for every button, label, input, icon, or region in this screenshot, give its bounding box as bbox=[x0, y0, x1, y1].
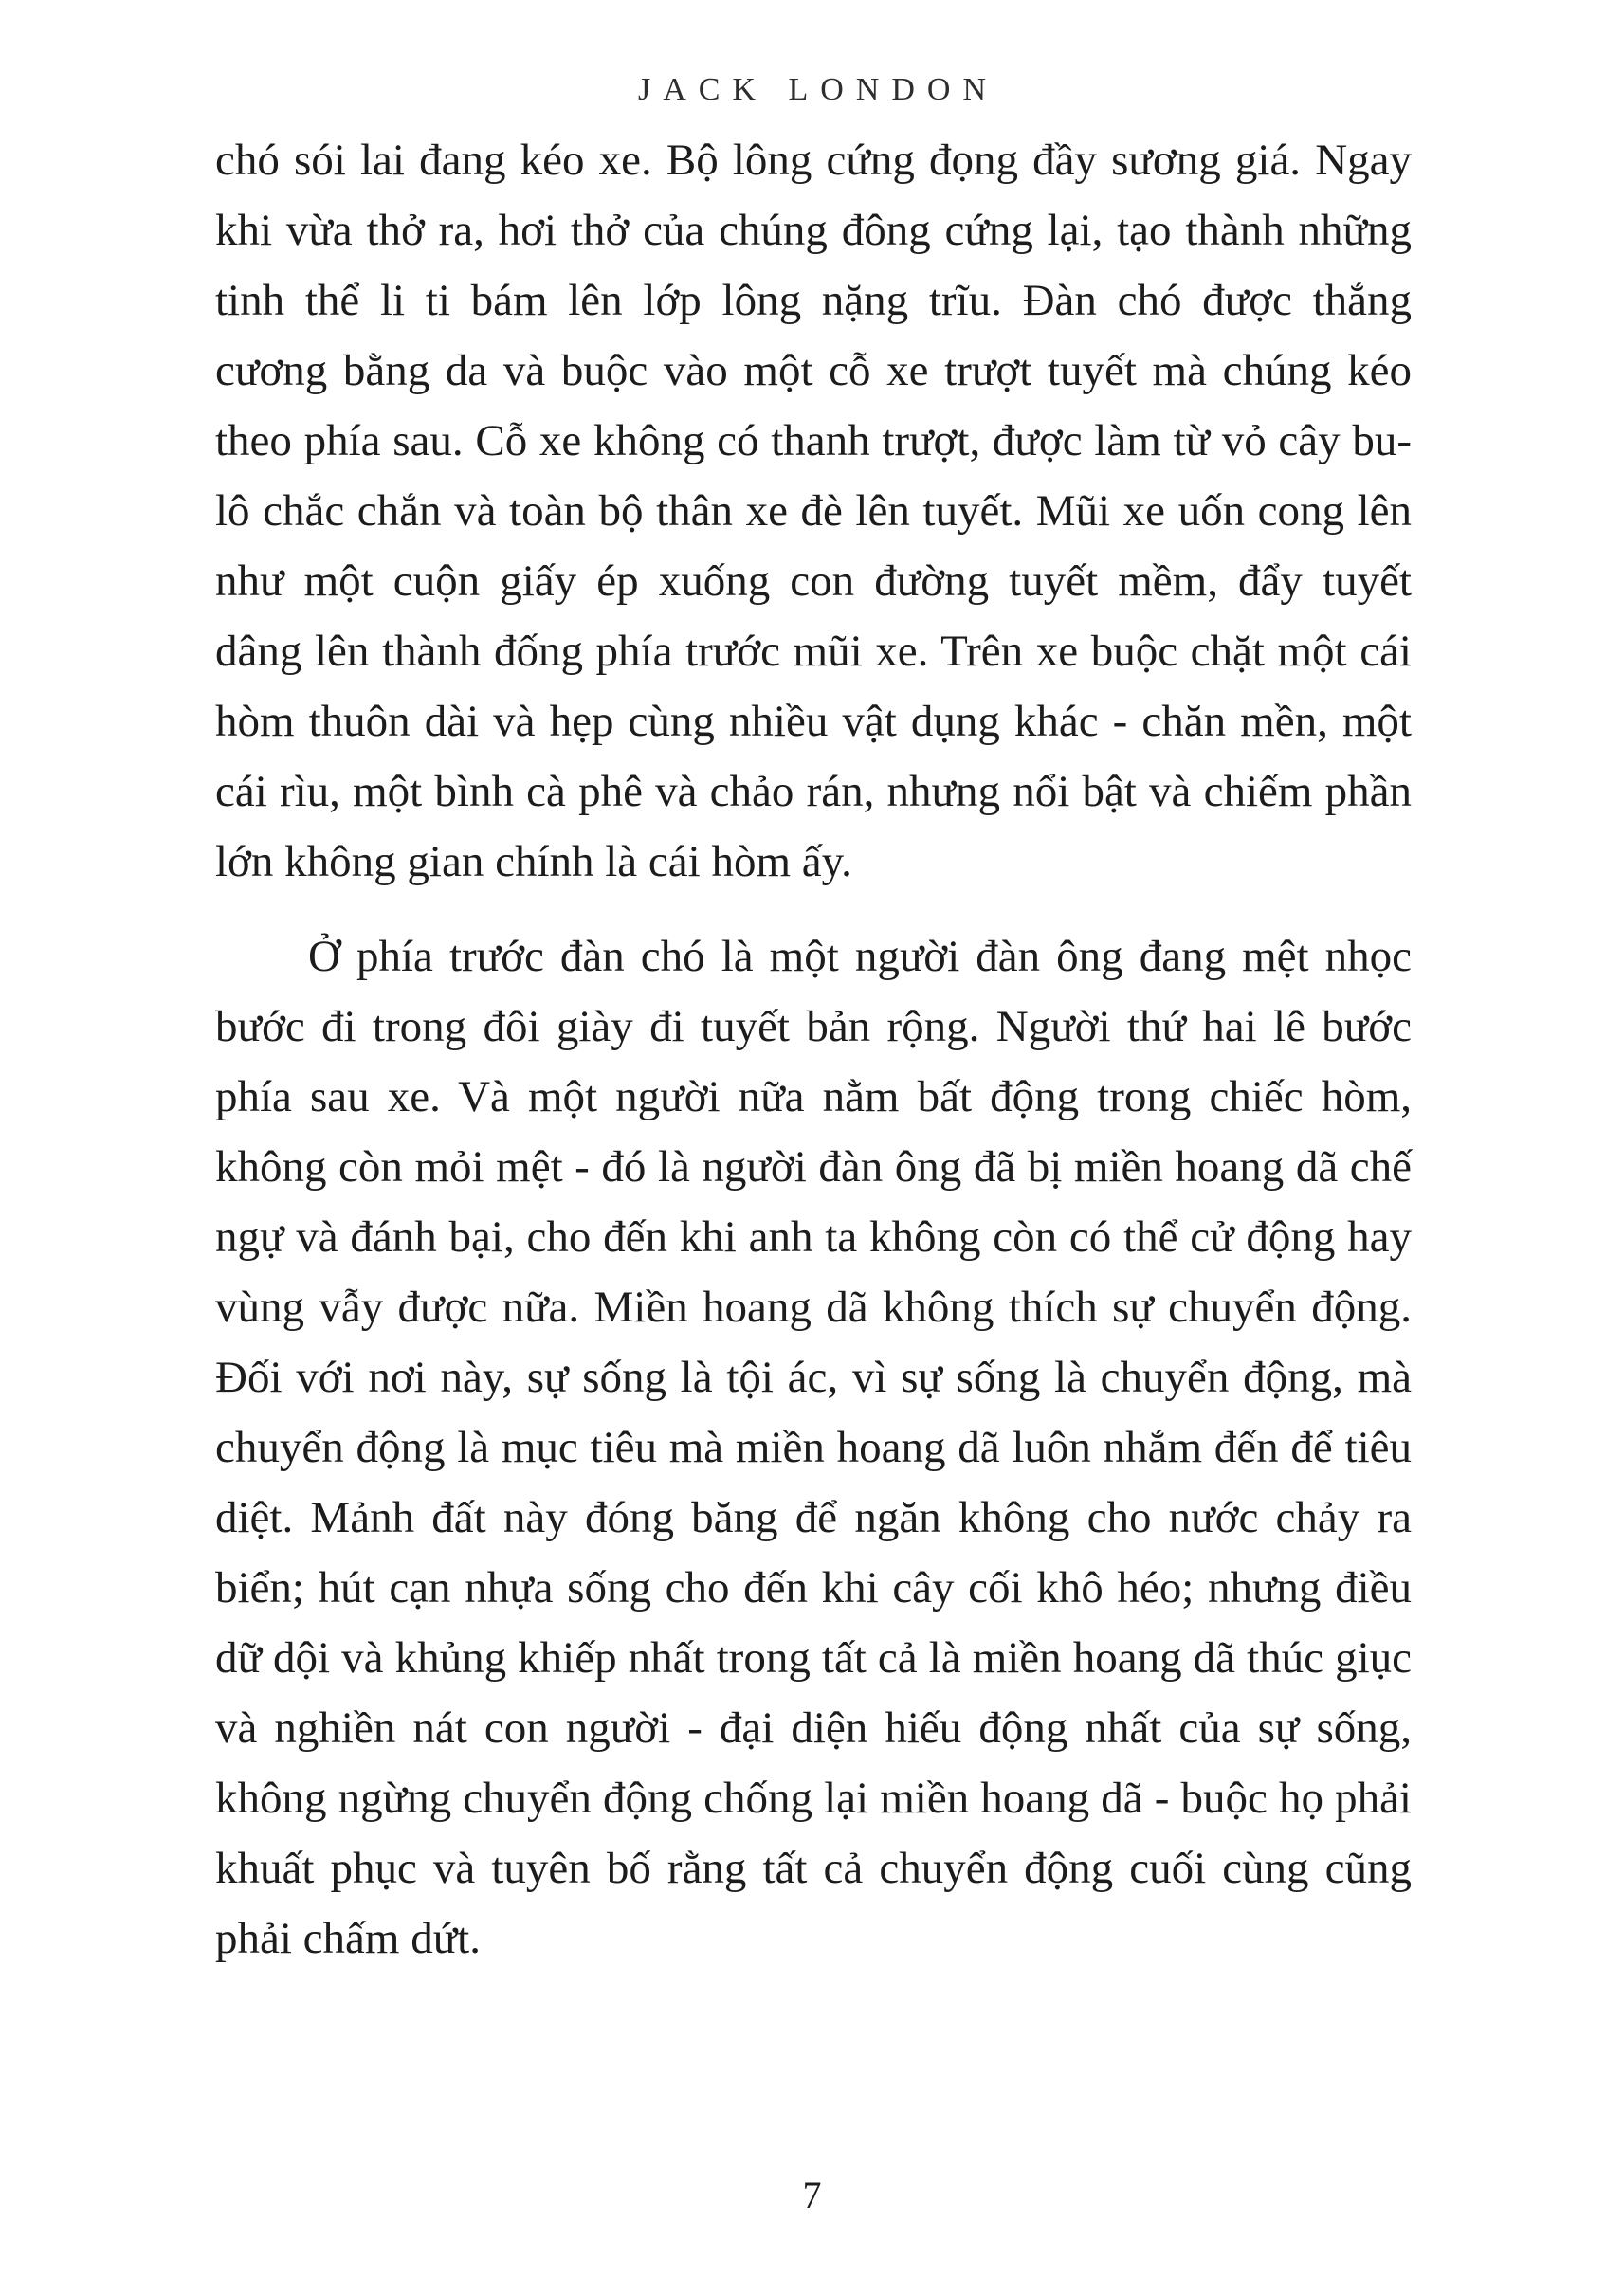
page-number: 7 bbox=[802, 2174, 822, 2216]
paragraph-2: Ở phía trước đàn chó là một người đàn ông đang mệt nhọc bước đi trong đôi giày đi tuyết bản rộng. Người thứ hai lê bước phía sau xe. Và một người nữa nằm bất động trong chiếc hòm, không còn mỏi mệt - đó là người đàn ông đã bị miền hoang dã chế ngự và đánh bại, cho đến khi anh ta không còn có thể cử động hay vùng vẫy được nữa. Miền hoang dã không thích sự chuyển động. Đối với nơi này, sự sống là tội ác, vì sự sống là chuyển động, mà chuyển động là mục tiêu mà miền hoang dã luôn nhắm đến để tiêu diệt. Mảnh đất này đóng băng để ngăn không cho nước chảy ra biển; hút cạn nhựa sống cho đến khi cây cối khô héo; nhưng điều dữ dội và khủng khiếp nhất trong tất cả là miền hoang dã thúc giục và nghiền nát con người - đại diện hiếu động nhất của sự sống, không ngừng chuyển động chống lại miền hoang dã - buộc họ phải khuất phục và tuyên bố rằng tất cả chuyển động cuối cùng cũng phải chấm dứt. bbox=[215, 932, 1412, 1963]
paragraph-1: chó sói lai đang kéo xe. Bộ lông cứng đọng đầy sương giá. Ngay khi vừa thở ra, hơi thở của chúng đông cứng lại, tạo thành những tinh thể li ti bám lên lớp lông nặng trĩu. Đàn chó được thắng cương bằng da và buộc vào một cỗ xe trượt tuyết mà chúng kéo theo phía sau. Cỗ xe không có thanh trượt, được làm từ vỏ cây bu-lô chắc chắn và toàn bộ thân xe đè lên tuyết. Mũi xe uốn cong lên như một cuộn giấy ép xuống con đường tuyết mềm, đẩy tuyết dâng lên thành đống phía trước mũi xe. Trên xe buộc chặt một cái hòm thuôn dài và hẹp cùng nhiều vật dụng khác - chăn mền, một cái rìu, một bình cà phê và chảo rán, nhưng nổi bật và chiếm phần lớn không gian chính là cái hòm ấy. bbox=[215, 136, 1412, 886]
body-text bbox=[215, 125, 1412, 1974]
running-header: JACK LONDON bbox=[637, 72, 999, 107]
